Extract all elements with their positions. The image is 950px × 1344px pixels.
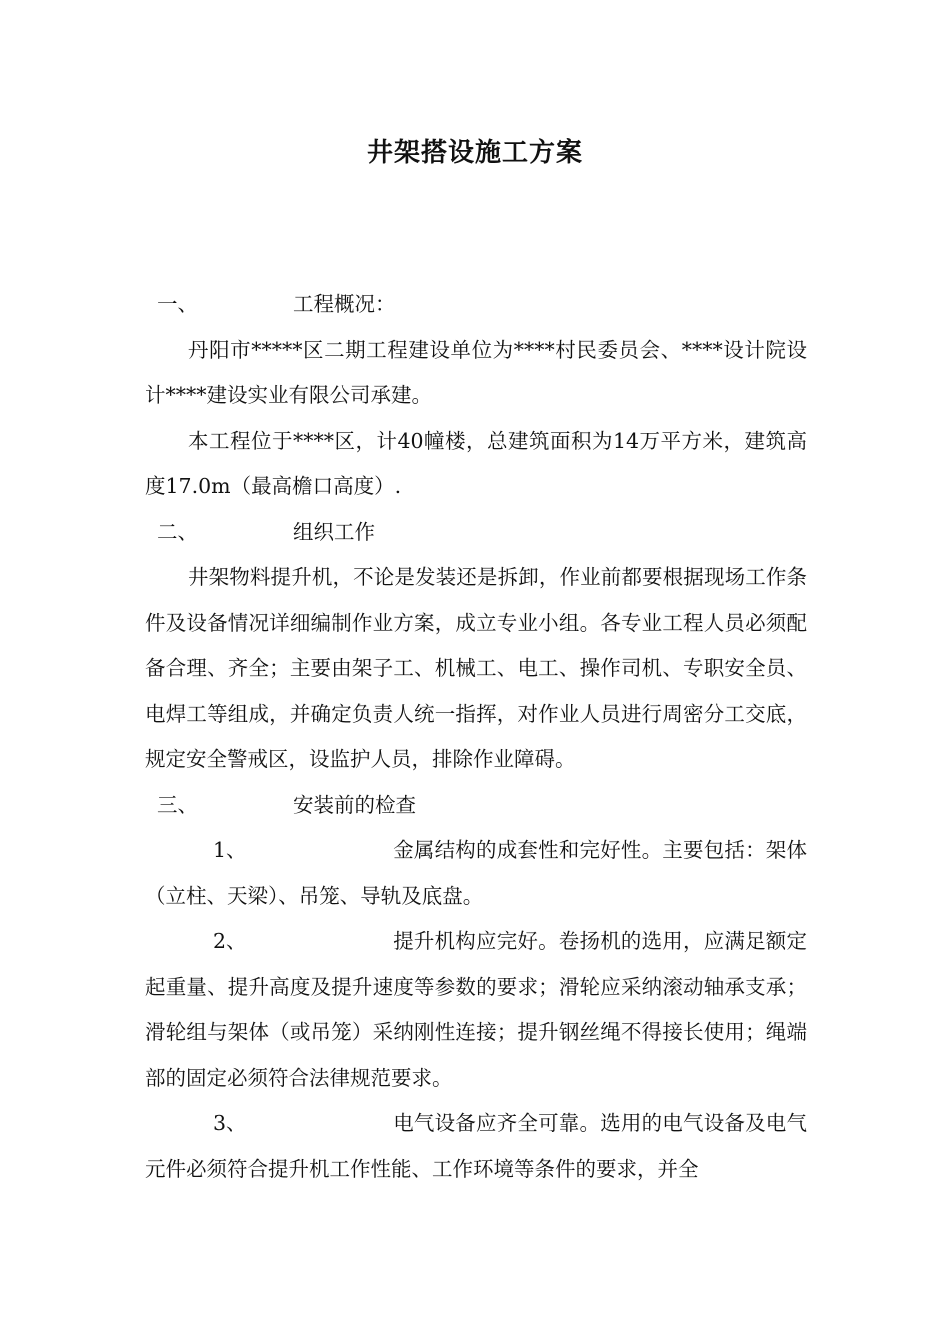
list-item [145, 1101, 807, 1192]
section-heading-1 [145, 282, 807, 328]
list-item [145, 919, 807, 1101]
paragraph: 井架物料提升机，不论是发装还是拆卸，作业前都要根据现场工作条件及设备情况详细编制作业方案，成立专业小组。各专业工程人员必须配备合理、齐全；主要由架子工、机械工、电工、操作司机、专职安全员、电焊工等组成，并确定负责人统一指挥，对作业人员进行周密分工交底，规定安全警戒区，设监护人员，排除作业障碍。 [145, 565, 807, 771]
section-heading-2 [145, 510, 807, 556]
section-title: 安装前的检查 [293, 792, 416, 817]
item-text: 金属结构的成套性和完好性。主要包括：架体（立柱、天梁）、吊笼、导轨及底盘。 [145, 838, 807, 908]
item-number: 3、 [213, 1111, 247, 1135]
document-body [145, 282, 807, 1192]
section-title: 工程概况： [293, 292, 396, 316]
section-number: 一、 [157, 292, 198, 316]
paragraph: 丹阳市*****区二期工程建设单位为****村民委员会、****设计院设计****建设实业有限公司承建。 [145, 337, 807, 407]
item-text: 电气设备应齐全可靠。选用的电气设备及电气元件必须符合提升机工作性能、工作环境等条件的要求，并全 [145, 1111, 807, 1181]
section-title: 组织工作 [293, 519, 375, 544]
item-text: 提升机构应完好。卷扬机的选用，应满足额定起重量、提升高度及提升速度等参数的要求；滑轮应采纳滚动轴承支承；滑轮组与架体（或吊笼）采纳刚性连接；提升钢丝绳不得接长使用；绳端部的固定必须符合法律规范要求。 [145, 929, 807, 1090]
list-item [145, 828, 807, 919]
item-number: 1、 [213, 838, 247, 862]
paragraph: 本工程位于****区，计40幢楼，总建筑面积为14万平方米，建筑高度17.0m（最高檐口高度）. [145, 428, 807, 498]
document-title: 井架搭设施工方案 [366, 138, 583, 168]
section-heading-3 [145, 783, 807, 829]
section-number: 二、 [157, 519, 198, 544]
item-number: 2、 [213, 929, 247, 953]
section-number: 三、 [157, 792, 198, 817]
